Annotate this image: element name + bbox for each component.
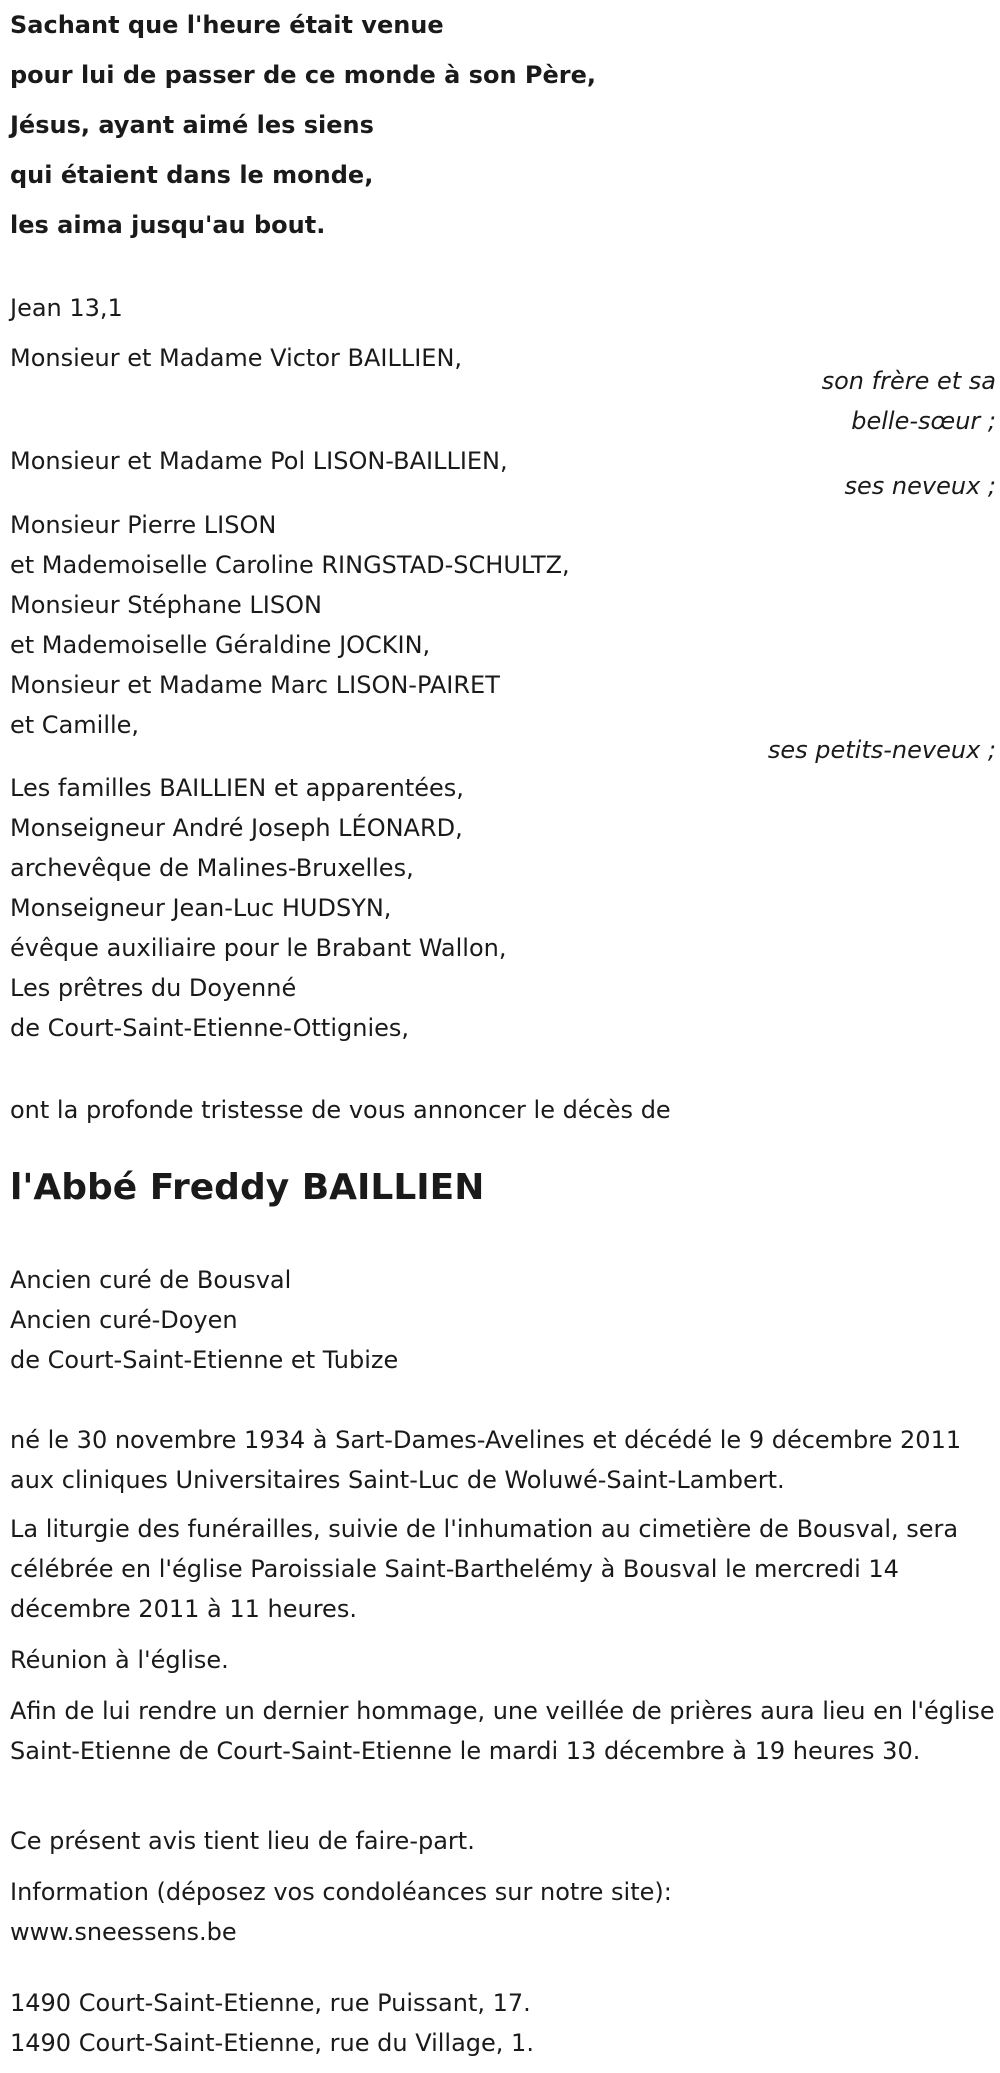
family-group-1 [10, 338, 462, 378]
family-name: Monsieur Stéphane LISON [10, 591, 322, 619]
address-line: 1490 Court-Saint-Etienne, rue du Village, 1. [10, 2029, 534, 2057]
family-name: de Court-Saint-Etienne-Ottignies, [10, 1014, 410, 1042]
relation-group-2 [845, 466, 996, 506]
relation-group-3 [768, 730, 996, 770]
vigil-paragraph: Afin de lui rendre un dernier hommage, une veillée de prières aura lieu en l'église Saint-Etienne de Court-Saint-Etienne le mardi 13 décembre à 19 heures 30. [10, 1697, 995, 1765]
funeral-paragraph: La liturgie des funérailles, suivie de l'inhumation au cimetière de Bousval, sera célébrée en l'église Paroissiale Saint-Barthelémy à Bousval le mercredi 14 décembre 2011 à 11 heures. [10, 1515, 959, 1623]
title-line: de Court-Saint-Etienne et Tubize [10, 1346, 399, 1374]
family-group-2 [10, 441, 508, 481]
quote-line: Sachant que l'heure était venue [10, 11, 444, 39]
family-group-3 [10, 505, 570, 745]
address-line: 1490 Court-Saint-Etienne, rue Puissant, 17. [10, 1989, 531, 2017]
relation-line: ses neveux ; [844, 472, 996, 500]
quote-line: pour lui de passer de ce monde à son Père, [10, 61, 596, 89]
quote-line: qui étaient dans le monde, [10, 161, 374, 189]
family-name: Monsieur et Madame Victor BAILLIEN, [10, 344, 463, 372]
family-name: et Camille, [10, 711, 140, 739]
family-group-4 [10, 768, 507, 1048]
title-line: Ancien curé de Bousval [10, 1266, 292, 1294]
family-name: Les familles BAILLIEN et apparentées, [10, 774, 464, 802]
relation-group-1 [822, 361, 996, 441]
family-name: et Mademoiselle Caroline RINGSTAD-SCHULTZ, [10, 551, 570, 579]
family-name: Monseigneur André Joseph LÉONARD, [10, 814, 463, 842]
quote-line: les aima jusqu'au bout. [10, 211, 326, 239]
relation-line: ses petits-neveux ; [767, 736, 996, 764]
birth-death-paragraph: né le 30 novembre 1934 à Sart-Dames-Avelines et décédé le 9 décembre 2011 aux cliniques Universitaires Saint-Luc de Woluwé-Saint-Lambert. [10, 1426, 962, 1494]
website-link[interactable]: www.sneessens.be [10, 1918, 237, 1946]
family-name: Monsieur et Madame Pol LISON-BAILLIEN, [10, 447, 508, 475]
meeting-paragraph: Réunion à l'église. [10, 1646, 229, 1674]
family-name: Monseigneur Jean-Luc HUDSYN, [10, 894, 392, 922]
announcement-text: ont la profonde tristesse de vous annoncer le décès de [10, 1096, 671, 1124]
family-name: Monsieur et Madame Marc LISON-PAIRET [10, 671, 500, 699]
title-line: Ancien curé-Doyen [10, 1306, 238, 1334]
quote-reference: Jean 13,1 [10, 294, 123, 322]
family-name: archevêque de Malines-Bruxelles, [10, 854, 414, 882]
deceased-titles [10, 1260, 398, 1380]
relation-line: son frère et sa [821, 367, 996, 395]
family-name: Monsieur Pierre LISON [10, 511, 277, 539]
relation-line: belle-sœur ; [851, 407, 996, 435]
family-name: Les prêtres du Doyenné [10, 974, 297, 1002]
address-block [10, 1983, 534, 2063]
bible-quote [10, 0, 596, 250]
info-block [10, 1872, 672, 1952]
quote-line: Jésus, ayant aimé les siens [10, 111, 374, 139]
notice-paragraph: Ce présent avis tient lieu de faire-part. [10, 1827, 475, 1855]
deceased-name: l'Abbé Freddy BAILLIEN [10, 1167, 485, 1208]
family-name: évêque auxiliaire pour le Brabant Wallon, [10, 934, 507, 962]
family-name: et Mademoiselle Géraldine JOCKIN, [10, 631, 431, 659]
info-label: Information (déposez vos condoléances sur notre site): [10, 1878, 672, 1906]
